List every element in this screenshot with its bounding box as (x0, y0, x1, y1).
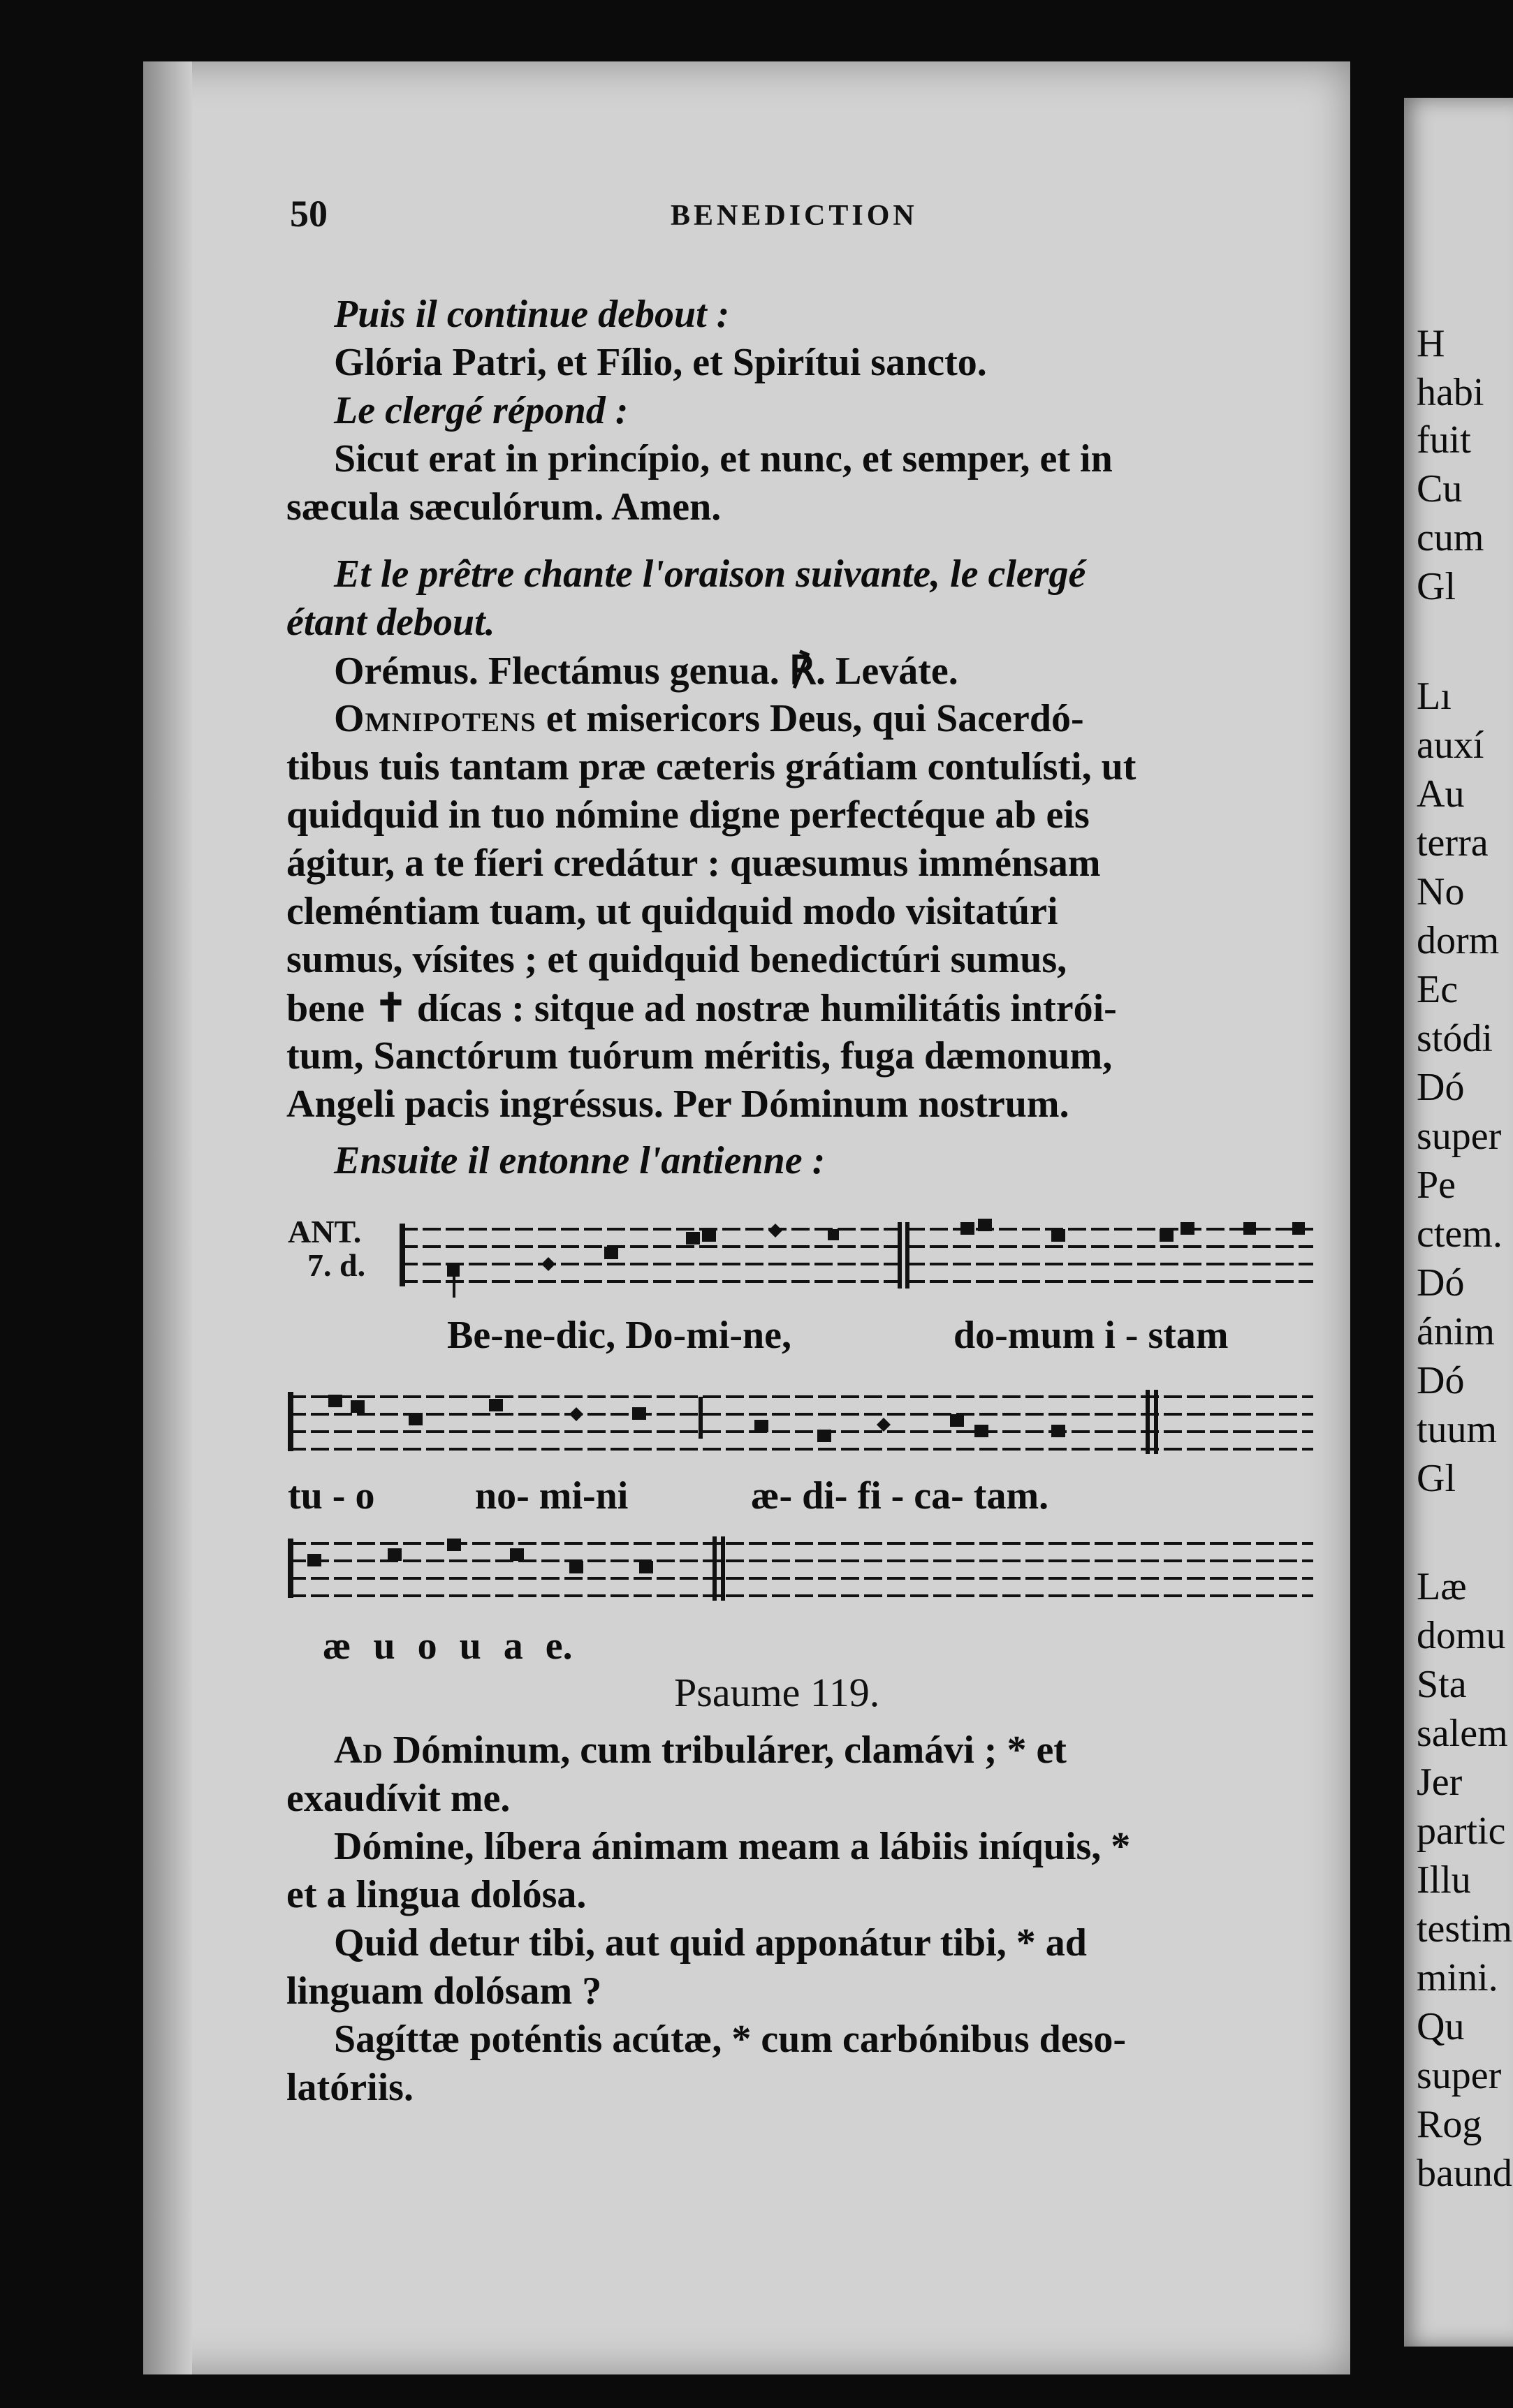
facing-fragment: stódi (1417, 1017, 1493, 1060)
neume (328, 1395, 342, 1407)
neume (604, 1247, 618, 1259)
psalm-line: latóriis. (286, 2066, 414, 2109)
rubric-clergy-responds: Le clergé répond : (334, 389, 629, 432)
prayer-line: cleméntiam tuam, ut quidquid modo visitatúri (286, 890, 1058, 933)
neume (489, 1399, 503, 1411)
neume (754, 1420, 768, 1432)
neume (307, 1554, 321, 1566)
sicut-line-2: sæcula sæculórum. Amen. (286, 485, 722, 529)
prayer-line: tibus tuis tantam præ cæteris grátiam contulísti, ut (286, 745, 1136, 788)
neume (960, 1222, 974, 1235)
lyrics-line-2c: æ- di- fi - ca- tam. (751, 1474, 1049, 1518)
bar-line (712, 1536, 717, 1601)
facing-fragment: Dó (1417, 1359, 1465, 1402)
facing-fragment: ctem. (1417, 1212, 1503, 1256)
facing-fragment: Rog (1417, 2103, 1482, 2146)
rubric-antienne: Ensuite il entonne l'antienne : (334, 1139, 826, 1182)
facing-fragment: dorm (1417, 919, 1500, 962)
oremus-line: Orémus. Flectámus genua. ℟. Leváte. (334, 649, 958, 693)
bar-line (1154, 1390, 1158, 1454)
neume-rhombus (541, 1257, 555, 1271)
lyrics-line-1b: do-mum i - stam (953, 1314, 1229, 1357)
psalm-initial: Ad (334, 1728, 383, 1772)
neume (1181, 1222, 1194, 1235)
facing-fragment: Sta (1417, 1663, 1467, 1706)
psalm-line: Quid detur tibi, aut quid apponátur tibi, * ad (334, 1921, 1087, 1965)
facing-fragment: Qu (1417, 2005, 1465, 2048)
facing-fragment: mini. (1417, 1956, 1498, 1999)
neume (1160, 1229, 1174, 1242)
psalm-line: exaudívit me. (286, 1777, 511, 1820)
prayer-line: Angeli pacis ingréssus. Per Dóminum nostrum. (286, 1082, 1069, 1126)
neume (702, 1229, 716, 1242)
facing-fragment: terra (1417, 821, 1489, 865)
neume (510, 1548, 524, 1561)
lyrics-line-2b: no- mi-ni (475, 1474, 629, 1518)
facing-fragment: Jer (1417, 1761, 1463, 1804)
bar-line (1146, 1390, 1150, 1454)
neume (639, 1561, 653, 1573)
lyrics-line-1a: Be-ne-dic, Do-mi-ne, (447, 1314, 792, 1357)
psalm-line-1-text: Dóminum, cum tribulárer, clamávi ; * et (383, 1728, 1067, 1772)
neume (447, 1264, 460, 1277)
facing-fragment: Illu (1417, 1858, 1471, 1902)
bar-line (898, 1222, 902, 1289)
facing-fragment: ánim (1417, 1310, 1495, 1353)
neume (1243, 1222, 1256, 1235)
lyrics-line-2a: tu - o (288, 1474, 375, 1518)
facing-fragment: Pe (1417, 1163, 1456, 1207)
neume (1292, 1222, 1305, 1235)
neume (388, 1548, 402, 1561)
rubric-oraison-1: Et le prêtre chante l'oraison suivante, le clergé (334, 552, 1086, 596)
facing-fragment: salem (1417, 1712, 1508, 1755)
clef (400, 1224, 405, 1286)
facing-fragment: fuit (1417, 418, 1471, 462)
facing-fragment: Cu (1417, 467, 1463, 511)
facing-fragment: H (1417, 322, 1445, 365)
facing-fragment: habi (1417, 371, 1484, 414)
prayer-line-1-text: et misericors Deus, qui Sacerdó- (536, 697, 1084, 740)
psalm-title: Psaume 119. (674, 1670, 880, 1715)
psalm-line: Sagíttæ poténtis acútæ, * cum carbónibus deso- (334, 2018, 1127, 2061)
neume (978, 1219, 992, 1231)
chant-staff-2 (0, 1386, 1513, 1463)
page-header (0, 192, 1513, 248)
neume (974, 1425, 988, 1437)
neume (351, 1400, 365, 1413)
neume (950, 1414, 964, 1427)
prayer-line: quidquid in tuo nómine digne perfectéque ab eis (286, 793, 1090, 837)
facing-fragment: Lı (1417, 675, 1452, 718)
chant-staff-1 (0, 1215, 1513, 1299)
rubric-continue: Puis il continue debout : (334, 293, 730, 336)
facing-fragment: super (1417, 2054, 1502, 2097)
bar-line (721, 1536, 725, 1601)
neume-stem (453, 1277, 455, 1298)
bar-line (905, 1222, 909, 1289)
page-number: 50 (290, 193, 328, 235)
facing-fragment: baund (1417, 2152, 1512, 2195)
psalm-line: Dómine, líbera ánimam meam a lábiis iníquis, * (334, 1825, 1131, 1868)
prayer-line: ágitur, a te fíeri credátur : quæsumus imménsam (286, 842, 1101, 885)
neume (632, 1407, 646, 1420)
facing-fragment: Ec (1417, 968, 1459, 1011)
rubric-oraison-2: étant debout. (286, 601, 495, 644)
facing-fragment: Dó (1417, 1066, 1465, 1109)
antiphon-mode: 7. d. (307, 1247, 366, 1283)
neume-rhombus (569, 1407, 583, 1421)
neume (1051, 1425, 1065, 1437)
facing-fragment: Gl (1417, 565, 1456, 608)
facing-fragment: auxí (1417, 724, 1484, 767)
neume-rhombus (768, 1224, 782, 1238)
prayer-initial: Omnipotens (334, 697, 536, 740)
neume (569, 1561, 583, 1573)
prayer-line-1 (334, 696, 1084, 741)
antiphon-abbrev: ANT. (288, 1214, 362, 1249)
sicut-line-1: Sicut erat in princípio, et nunc, et semper, et in (334, 437, 1113, 480)
facing-fragment: No (1417, 870, 1465, 913)
facing-fragment: Læ (1417, 1565, 1467, 1608)
neume (817, 1430, 831, 1442)
running-title: BENEDICTION (671, 200, 918, 232)
facing-fragment: tuum (1417, 1408, 1498, 1451)
neume (447, 1539, 461, 1551)
prayer-line: tum, Sanctórum tuórum méritis, fuga dæmonum, (286, 1034, 1113, 1078)
facing-fragment: super (1417, 1115, 1502, 1158)
psalm-line: et a lingua dolósa. (286, 1873, 587, 1916)
prayer-line: sumus, vísites ; et quidquid benedictúri sumus, (286, 938, 1067, 981)
clef (288, 1392, 293, 1451)
neume-stem (699, 1397, 703, 1439)
psalm-line-1 (334, 1728, 1067, 1772)
facing-fragment: partic (1417, 1809, 1506, 1853)
gloria-line: Glória Patri, et Fílio, et Spirítui sancto. (334, 341, 987, 384)
neume (1051, 1229, 1065, 1242)
facing-fragment: Au (1417, 772, 1465, 816)
neume (686, 1232, 700, 1245)
chant-staff-3 (0, 1533, 1513, 1610)
facing-fragment: Dó (1417, 1261, 1465, 1305)
facing-fragment: testim (1417, 1907, 1512, 1951)
facing-fragment: domu (1417, 1614, 1506, 1657)
neume (828, 1229, 839, 1240)
facing-fragment: cum (1417, 516, 1484, 559)
lyrics-line-3: æ u o u a e. (323, 1624, 573, 1668)
neume-rhombus (877, 1418, 891, 1432)
psalm-line: linguam dolósam ? (286, 1969, 602, 2013)
clef (288, 1539, 293, 1598)
facing-fragment: Gl (1417, 1457, 1456, 1500)
prayer-line: bene ✝ dícas : sitque ad nostræ humilitátis intrói- (286, 987, 1117, 1030)
neume (409, 1413, 423, 1425)
